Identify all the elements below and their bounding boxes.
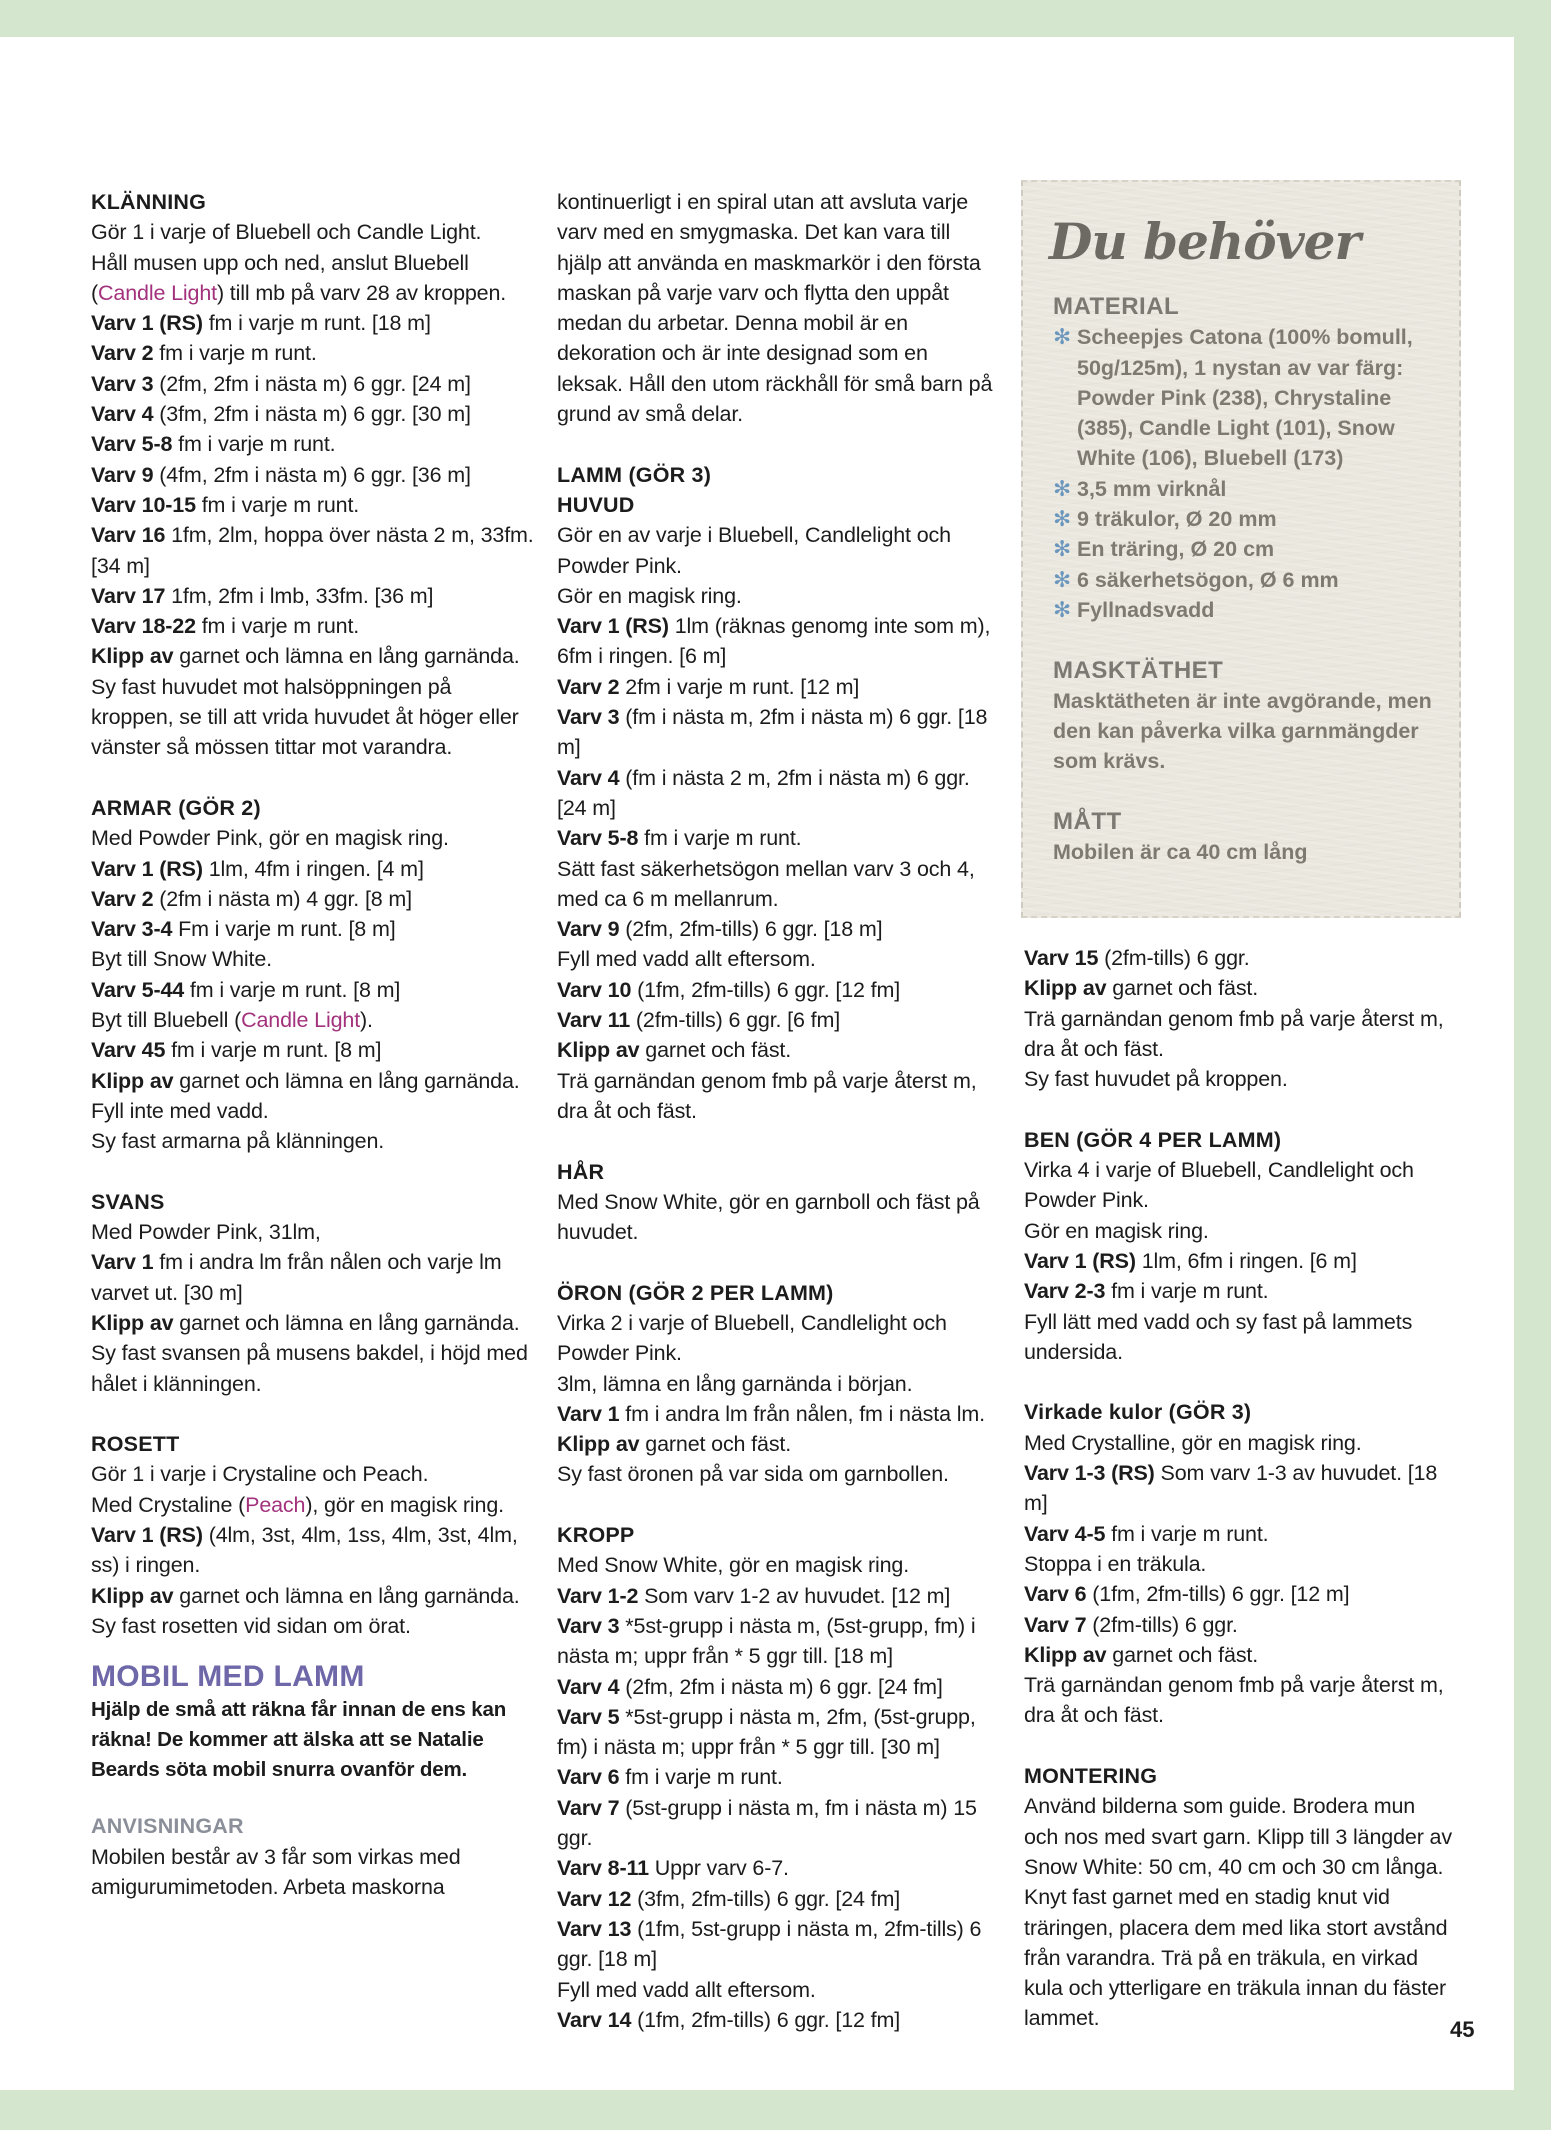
gauge-heading: MASKTÄTHET [1053,656,1224,684]
ben-rows [1024,1246,1454,1307]
column-3 [1024,943,1454,2034]
pattern-row [1024,1579,1454,1609]
row-text: (1fm, 2fm-tills) 6 ggr. [12 fm] [631,2007,901,2032]
svans-end: Sy fast svansen på musens bakdel, i höjd med hålet i klänningen. [91,1341,528,1396]
huvud-rows3 [557,975,997,1066]
row-text: 1fm, 2lm, hoppa över nästa 2 m, 33fm. [34 m] [91,523,534,578]
row-label: Varv 17 [91,583,166,608]
row-label: Varv 1 (RS) [1024,1248,1136,1273]
armar-rows2 [91,975,536,1005]
row-label: Varv 13 [557,1916,632,1941]
kulor-end: Trä garnändan genom fmb på varje återst m, dra åt och fäst. [1024,1673,1444,1728]
row-text: *5st-grupp i nästa m, 2fm, (5st-grupp, fm) i nästa m; uppr från * 5 ggr till. [30 m] [557,1704,976,1760]
rosett-end: Sy fast rosetten vid sidan om örat. [91,1613,411,1638]
row-label: Varv 7 [557,1795,620,1820]
pattern-row [91,520,536,581]
ben-l2: Gör en magisk ring. [1024,1218,1209,1243]
row-text: garnet och lämna en lång garnända. [173,1310,520,1335]
row-label: Varv 8-11 [557,1856,649,1881]
pattern-row [557,823,997,853]
klanning-end: Sy fast huvudet mot halsöppningen på kroppen, se till att vrida huvudet åt höger eller vänster så mössen tittar mot varandra. [91,674,519,760]
col3-rows [1024,943,1454,1004]
row-label: Varv 10-15 [91,492,196,517]
material-item [1053,534,1453,564]
row-text: fm i varje m runt. [8 m] [184,977,401,1002]
row-label: Varv 15 [1024,946,1099,970]
page [0,37,1514,2090]
row-label: Klipp av [91,1068,174,1093]
armar-end2: Sy fast armarna på klänningen. [91,1129,385,1154]
row-text: garnet och fäst. [639,1038,792,1063]
row-text: fm i varje m runt. [638,826,802,851]
row-label: Varv 2 [91,341,154,366]
row-label: Varv 1 (RS) [91,1523,203,1548]
pattern-row [1024,1458,1454,1519]
row-label: Varv 1 [557,1401,620,1426]
huvud-l2: Gör en magisk ring. [557,583,742,608]
row-label: Varv 2-3 [1024,1279,1106,1304]
row-text: (1fm, 2fm-tills) 6 ggr. [12 m] [1086,1582,1350,1607]
pattern-row [557,763,997,824]
pattern-row [91,1581,536,1611]
row-label: Varv 18-22 [91,614,196,639]
armar-line1: Med Powder Pink, gör en magisk ring. [91,826,449,851]
material-item-text: En träring, Ø 20 cm [1077,537,1275,562]
row-label: Varv 4 [557,1674,620,1699]
pattern-row [91,338,536,368]
ben-l1: Virka 4 i varje of Bluebell, Candlelight och Powder Pink. [1024,1158,1414,1213]
material-heading: MATERIAL [1053,293,1180,320]
asterisk-bullet-icon: ✻ [1053,507,1072,532]
pattern-row [91,884,536,914]
material-item-text: Fyllnadsvadd [1077,597,1215,622]
pattern-row [91,429,536,459]
row-label: Varv 5-44 [91,977,185,1002]
pattern-row [557,1005,997,1035]
row-text: (3fm, 2fm-tills) 6 ggr. [24 fm] [631,1886,901,1911]
pattern-row [91,308,536,338]
col2-cont: kontinuerligt i en spiral utan att avsluta varje varv med en smygmaska. Det kan vara till hjälp att använda en maskmarkör i den första maskan på varje varv och flytta den uppåt medan du arbetar. Denna mobil är en dekoration och är inte designad som en leksak. Håll den utom räckhåll för små barn på grund av små delar. [557,190,993,427]
row-label: Varv 2 [91,886,154,911]
row-label: Varv 3-4 [91,917,173,942]
pattern-row [1024,1610,1454,1640]
row-label: Varv 5-8 [91,432,173,457]
mobil-intro: Hjälp de små att räkna får innan de ens kan räkna! De kommer att älska att se Natalie Beards söta mobil snurra ovanför dem. [91,1698,507,1782]
kropp-l1: Med Snow White, gör en magisk ring. [557,1553,910,1578]
pattern-row [557,1793,997,1854]
row-label: Klipp av [1024,976,1107,1001]
row-label: Varv 3 [91,371,154,396]
row-text: Som varv 1-3 av huvudet. [18 m] [1024,1461,1438,1516]
har-heading: HÅR [557,1159,605,1184]
pattern-row [91,1066,536,1096]
row-text: fm i varje m runt. [619,1765,783,1790]
page-number: 45 [1450,2017,1475,2042]
row-label: Varv 5 [557,1704,620,1729]
row-label: Varv 16 [91,523,166,548]
row-label: Varv 1 (RS) [91,856,203,881]
row-label: Varv 1 [91,1250,154,1275]
row-text: garnet och lämna en lång garnända. [173,644,520,669]
row-label: Varv 1 (RS) [557,614,669,639]
montering-text: Använd bilderna som guide. Brodera mun och nos med svart garn. Klipp till 3 längder av Snow White: 50 cm, 40 cm och 30 cm långa. Knyt fast garnet med en stadig knut vid träringen, placera dem med lika stort avstånd från varandra. Trä på en träkula, en virkad kula och ytterligare en träkula innan du fäster lammet. [1024,1794,1452,2031]
row-text: garnet och lämna en lång garnända. [173,1583,520,1608]
armar-rows3 [91,1035,536,1096]
row-text: fm i andra lm från nålen, fm i nästa lm. [619,1401,985,1426]
row-label: Varv 2 [557,674,620,699]
huvud-rows [557,611,997,853]
row-text: Fm i varje m runt. [8 m] [172,917,396,942]
row-text: garnet och fäst. [1106,976,1259,1001]
pattern-row [557,975,997,1005]
row-text: fm i varje m runt. [1105,1279,1269,1304]
kulor-rows [1024,1458,1454,1549]
ben-heading: BEN (GÖR 4 PER LAMM) [1024,1127,1282,1152]
row-label: Varv 45 [91,1038,166,1063]
row-text: fm i varje m runt. [195,614,360,639]
montering-heading: MONTERING [1024,1764,1158,1789]
oron-l1: Virka 2 i varje of Bluebell, Candlelight och Powder Pink. [557,1310,947,1366]
oron-l2: 3lm, lämna en lång garnända i början. [557,1371,913,1396]
row-text: Uppr varv 6-7. [648,1856,789,1881]
kulor-heading: Virkade kulor (GÖR 3) [1024,1400,1252,1425]
mobil-heading: MOBIL MED LAMM [91,1660,365,1694]
row-text: Som varv 1-2 av huvudet. [12 m] [638,1583,951,1608]
row-label: Varv 3 [557,1613,620,1638]
row-text: (2fm, 2fm i nästa m) 6 ggr. [24 m] [153,371,471,396]
pattern-row [91,1247,536,1308]
col3-l2: Sy fast huvudet på kroppen. [1024,1067,1288,1092]
huvud-heading: HUVUD [557,492,635,517]
row-label: Varv 4 [91,402,154,427]
row-label: Varv 4-5 [1024,1521,1106,1546]
row-text: (3fm, 2fm i nästa m) 6 ggr. [30 m] [153,402,471,427]
row-text: fm i varje m runt. [8 m] [165,1038,382,1063]
row-text: (2fm-tills) 6 ggr. [6 fm] [630,1008,841,1033]
row-label: Klipp av [91,644,174,669]
column-2 [557,187,997,2035]
pattern-row [557,1702,997,1763]
asterisk-bullet-icon: ✻ [1053,567,1072,592]
row-text: garnet och fäst. [639,1432,792,1457]
row-label: Varv 11 [557,1008,631,1033]
row-text: garnet och fäst. [1106,1642,1259,1667]
pattern-row [1024,943,1454,973]
material-item-text: Scheepjes Catona (100% bomull, 50g/125m), 1 nystan av var färg: Powder Pink (238), Chrystaline (385), Candle Light (101), Snow White (106), Bluebell (173) [1077,325,1413,471]
pattern-row [557,1914,997,1975]
huvud-rows2 [557,914,997,944]
row-text: (fm i nästa m, 2fm i nästa m) 6 ggr. [18 m] [557,705,988,760]
svans-rows [91,1247,536,1338]
asterisk-bullet-icon: ✻ [1053,597,1072,622]
row-label: Varv 1 (RS) [91,311,203,336]
gauge-text: Masktätheten är inte avgörande, men den kan påverka vilka garnmängder som krävs. [1053,688,1432,774]
row-label: Klipp av [1024,1642,1107,1667]
row-label: Varv 14 [557,2007,632,2032]
row-text: fm i varje m runt. [195,492,360,517]
row-text: fm i varje m runt. [153,341,317,366]
row-label: Klipp av [91,1583,174,1608]
row-label: Varv 12 [557,1886,632,1911]
rosett-line2: Med Crystaline (Peach), gör en magisk ring. [91,1492,504,1517]
pattern-row [557,1853,997,1883]
pattern-row [91,854,536,884]
pattern-row [1024,1246,1454,1276]
klanning-heading: KLÄNNING [91,190,207,214]
pattern-row [91,369,536,399]
row-label: Varv 5-8 [557,826,639,851]
pattern-row [1024,1519,1454,1549]
row-label: Varv 7 [1024,1612,1087,1637]
pattern-row [91,641,536,671]
pattern-row [1024,1640,1454,1670]
pattern-row [557,1429,997,1459]
pattern-row [91,399,536,429]
row-text: garnet och lämna en lång garnända. [173,1068,520,1093]
row-text: fm i varje m runt. [18 m] [202,311,431,336]
material-item [1053,474,1453,504]
row-label: Varv 9 [557,917,620,942]
material-list [1053,322,1453,625]
klanning-rows [91,308,536,672]
pattern-row [557,914,997,944]
asterisk-bullet-icon: ✻ [1053,325,1072,350]
row-text: (2fm, 2fm-tills) 6 ggr. [18 m] [619,917,883,942]
armar-rows [91,854,536,945]
material-item [1053,504,1453,534]
row-label: Varv 3 [557,705,620,730]
armar-switch1: Byt till Snow White. [91,947,272,972]
materials-box [1021,180,1461,918]
pattern-row [1024,1276,1454,1306]
material-item [1053,565,1453,595]
pattern-row [557,672,997,702]
row-label: Varv 10 [557,977,632,1002]
pattern-row [557,1611,997,1672]
pattern-row [557,1035,997,1065]
pattern-row [557,1672,997,1702]
row-text: (2fm-tills) 6 ggr. [1086,1612,1238,1637]
rosett-heading: ROSETT [91,1432,180,1457]
armar-switch2: Byt till Bluebell (Candle Light). [91,1008,373,1033]
row-text: 1fm, 2fm i lmb, 33fm. [36 m] [165,583,434,608]
huvud-l1: Gör en av varje i Bluebell, Candlelight och Powder Pink. [557,523,951,578]
pattern-row [557,2005,997,2035]
materials-box-content [1053,292,1453,868]
row-label: Varv 1-2 [557,1583,639,1608]
asterisk-bullet-icon: ✻ [1053,476,1072,501]
row-text: (1fm, 2fm-tills) 6 ggr. [12 fm] [631,977,901,1002]
row-text: (4fm, 2fm i nästa m) 6 ggr. [36 m] [153,462,471,487]
material-item [1053,322,1453,473]
pattern-row [91,1308,536,1338]
svans-line1: Med Powder Pink, 31lm, [91,1220,321,1245]
asterisk-bullet-icon: ✻ [1053,537,1072,562]
column-1 [91,187,536,1902]
huvud-fill: Fyll med vadd allt eftersom. [557,947,816,972]
armar-end1: Fyll inte med vadd. [91,1098,269,1123]
row-label: Varv 6 [1024,1582,1087,1607]
row-text: fm i andra lm från nålen och varje lm varvet ut. [30 m] [91,1250,502,1305]
material-item-text: 3,5 mm virknål [1077,476,1227,501]
pattern-row [91,581,536,611]
anvisningar-heading: ANVISNINGAR [91,1814,244,1839]
kropp-rows2 [557,2005,997,2035]
row-label: Varv 6 [557,1765,620,1790]
armar-heading: ARMAR (GÖR 2) [91,795,261,820]
row-label: Varv 9 [91,462,154,487]
har-text: Med Snow White, gör en garnboll och fäst på huvudet. [557,1189,980,1245]
row-label: Varv 4 [557,765,620,790]
row-text: (2fm, 2fm i nästa m) 6 ggr. [24 fm] [619,1674,943,1699]
oron-end: Sy fast öronen på var sida om garnbollen. [557,1462,949,1487]
row-label: Varv 1-3 (RS) [1024,1461,1155,1486]
kropp-rows [557,1581,997,1975]
kropp-heading: KROPP [557,1523,635,1548]
row-text: 2fm i varje m runt. [12 m] [619,674,860,699]
lamm-heading: LAMM (GÖR 3) [557,462,712,487]
pattern-row [557,611,997,672]
row-text: (fm i nästa 2 m, 2fm i nästa m) 6 ggr. [24 m] [557,765,970,820]
row-text: fm i varje m runt. [172,432,336,457]
row-label: Klipp av [557,1038,640,1063]
huvud-end: Trä garnändan genom fmb på varje återst m, dra åt och fäst. [557,1068,977,1123]
row-label: Klipp av [91,1310,174,1335]
rosett-rows [91,1520,536,1611]
huvud-mid: Sätt fast säkerhetsögon mellan varv 3 och 4, med ca 6 m mellanrum. [557,856,975,911]
size-heading: MÅTT [1053,808,1122,836]
pattern-row [557,1762,997,1792]
material-item [1053,595,1453,625]
pattern-row [91,1520,536,1581]
row-text: 1lm (räknas genomg inte som m), 6fm i ringen. [6 m] [557,614,991,669]
row-text: (2fm i nästa m) 4 ggr. [8 m] [153,886,412,911]
row-text: (1fm, 5st-grupp i nästa m, 2fm-tills) 6 ggr. [18 m] [557,1916,982,1972]
oron-rows [557,1399,997,1460]
kulor-mid: Stoppa i en träkula. [1024,1551,1207,1576]
row-text: (2fm-tills) 6 ggr. [1098,946,1250,970]
kulor-rows2 [1024,1579,1454,1670]
size-text: Mobilen är ca 40 cm lång [1053,840,1308,865]
row-text: 1lm, 6fm i ringen. [6 m] [1135,1248,1357,1273]
kropp-fill: Fyll med vadd allt eftersom. [557,1977,816,2002]
pattern-row [91,1035,536,1065]
pattern-row [1024,973,1454,1003]
klanning-line1: Gör 1 i varje of Bluebell och Candle Light. [91,220,482,245]
col3-l1: Trä garnändan genom fmb på varje återst m, dra åt och fäst. [1024,1006,1444,1061]
material-item-text: 6 säkerhetsögon, Ø 6 mm [1077,567,1339,592]
rosett-line1: Gör 1 i varje i Crystaline och Peach. [91,1462,429,1487]
row-text: *5st-grupp i nästa m, (5st-grupp, fm) i nästa m; uppr från * 5 ggr till. [18 m] [557,1613,976,1669]
row-text: (5st-grupp i nästa m, fm i nästa m) 15 ggr. [557,1795,977,1851]
material-item-text: 9 träkulor, Ø 20 mm [1077,507,1277,532]
pattern-row [91,490,536,520]
pattern-row [91,460,536,490]
row-text: fm i varje m runt. [1105,1521,1269,1546]
pattern-row [557,1399,997,1429]
anvisningar-text: Mobilen består av 3 får som virkas med amigurumimetoden. Arbeta maskorna [91,1844,461,1899]
row-label: Klipp av [557,1432,640,1457]
klanning-line2: Håll musen upp och ned, anslut Bluebell (Candle Light) till mb på varv 28 av kroppen. [91,250,507,305]
ben-end: Fyll lätt med vadd och sy fast på lammets undersida. [1024,1309,1413,1364]
pattern-row [91,914,536,944]
materials-box-title: Du behöver [1049,212,1360,271]
pattern-row [557,1581,997,1611]
row-text: (4lm, 3st, 4lm, 1ss, 4lm, 3st, 4lm, ss) i ringen. [91,1523,518,1578]
kulor-l1: Med Crystalline, gör en magisk ring. [1024,1430,1362,1455]
pattern-row [91,975,536,1005]
oron-heading: ÖRON (GÖR 2 PER LAMM) [557,1280,834,1305]
svans-heading: SVANS [91,1189,165,1214]
pattern-row [557,702,997,763]
pattern-row [557,1884,997,1914]
pattern-row [91,611,536,641]
row-text: 1lm, 4fm i ringen. [4 m] [202,856,424,881]
